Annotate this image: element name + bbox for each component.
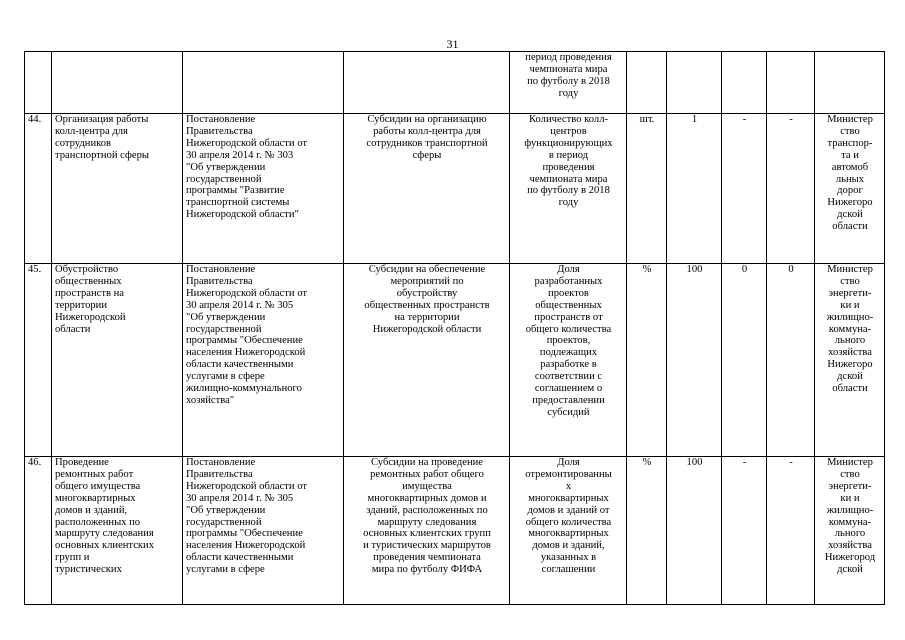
value-1: 100: [667, 264, 722, 457]
value-2: -: [722, 114, 767, 264]
executor: Министер ство энергети- ки и жилищно- коммуна- льного хозяйства Нижегород дской: [815, 457, 885, 605]
event-name: Проведение ремонтных работ общего имущества многоквартирных домов и зданий, расположенных по маршруту следования основных клиентских групп и туристических: [52, 457, 183, 605]
executor: Министер ство транспор- та и автомоб льных дорог Нижегоро дской области: [815, 114, 885, 264]
cell-measure: [344, 52, 510, 114]
unit: %: [627, 264, 667, 457]
legal-document: Постановление Правительства Нижегородской области от 30 апреля 2014 г. № 305 "Об утверждении государственной программы "Обеспечение населения Нижегородской области качественными услугами в сфере жилищно-коммунального хозяйства": [183, 264, 344, 457]
support-measure: Субсидии на организацию работы колл-центра для сотрудников транспортной сферы: [344, 114, 510, 264]
value-3: -: [767, 457, 815, 605]
support-measure: Субсидии на обеспечение мероприятий по обустройству общественных пространств на территории Нижегородской области: [344, 264, 510, 457]
cell-num: [25, 52, 52, 114]
measures-table: [24, 51, 885, 605]
value-1: 1: [667, 114, 722, 264]
legal-document: Постановление Правительства Нижегородской области от 30 апреля 2014 г. № 303 "Об утверждении государственной программы "Развитие транспортной системы Нижегородской области": [183, 114, 344, 264]
cell-name: [52, 52, 183, 114]
page-number: 31: [446, 37, 459, 51]
indicator: Доля отремонтированны х многоквартирных домов и зданий от общего количества многоквартирных домов и зданий, указанных в соглашении: [510, 457, 627, 605]
row-number: 45.: [25, 264, 52, 457]
unit: %: [627, 457, 667, 605]
cell-value-2: [722, 52, 767, 114]
value-2: -: [722, 457, 767, 605]
table-row-continuation: [25, 52, 885, 114]
table-row: [25, 264, 885, 457]
table-row: [25, 114, 885, 264]
cell-executor: [815, 52, 885, 114]
unit: шт.: [627, 114, 667, 264]
event-name: Организация работы колл-центра для сотрудников транспортной сферы: [52, 114, 183, 264]
event-name: Обустройство общественных пространств на территории Нижегородской области: [52, 264, 183, 457]
support-measure: Субсидии на проведение ремонтных работ общего имущества многоквартирных домов и зданий, расположенных по маршруту следования основных клиентских групп и туристических маршрутов проведения чемпионата мира по футболу ФИФА: [344, 457, 510, 605]
table-row: [25, 457, 885, 605]
value-2: 0: [722, 264, 767, 457]
row-number: 44.: [25, 114, 52, 264]
row-number: 46.: [25, 457, 52, 605]
value-1: 100: [667, 457, 722, 605]
cell-indicator: период проведения чемпионата мира по футболу в 2018 году: [510, 52, 627, 114]
cell-unit: [627, 52, 667, 114]
legal-document: Постановление Правительства Нижегородской области от 30 апреля 2014 г. № 305 "Об утверждении государственной программы "Обеспечение населения Нижегородской области качественными услугами в сфере: [183, 457, 344, 605]
indicator: Доля разработанных проектов общественных пространств от общего количества проектов, подлежащих разработке в соответствии с соглашением о предоставлении субсидий: [510, 264, 627, 457]
cell-document: [183, 52, 344, 114]
executor: Министер ство энергети- ки и жилищно- коммуна- льного хозяйства Нижегоро дской области: [815, 264, 885, 457]
indicator: Количество колл- центров функционирующих в период проведения чемпионата мира по футболу в 2018 году: [510, 114, 627, 264]
cell-value-3: [767, 52, 815, 114]
value-3: 0: [767, 264, 815, 457]
value-3: -: [767, 114, 815, 264]
cell-value-1: [667, 52, 722, 114]
